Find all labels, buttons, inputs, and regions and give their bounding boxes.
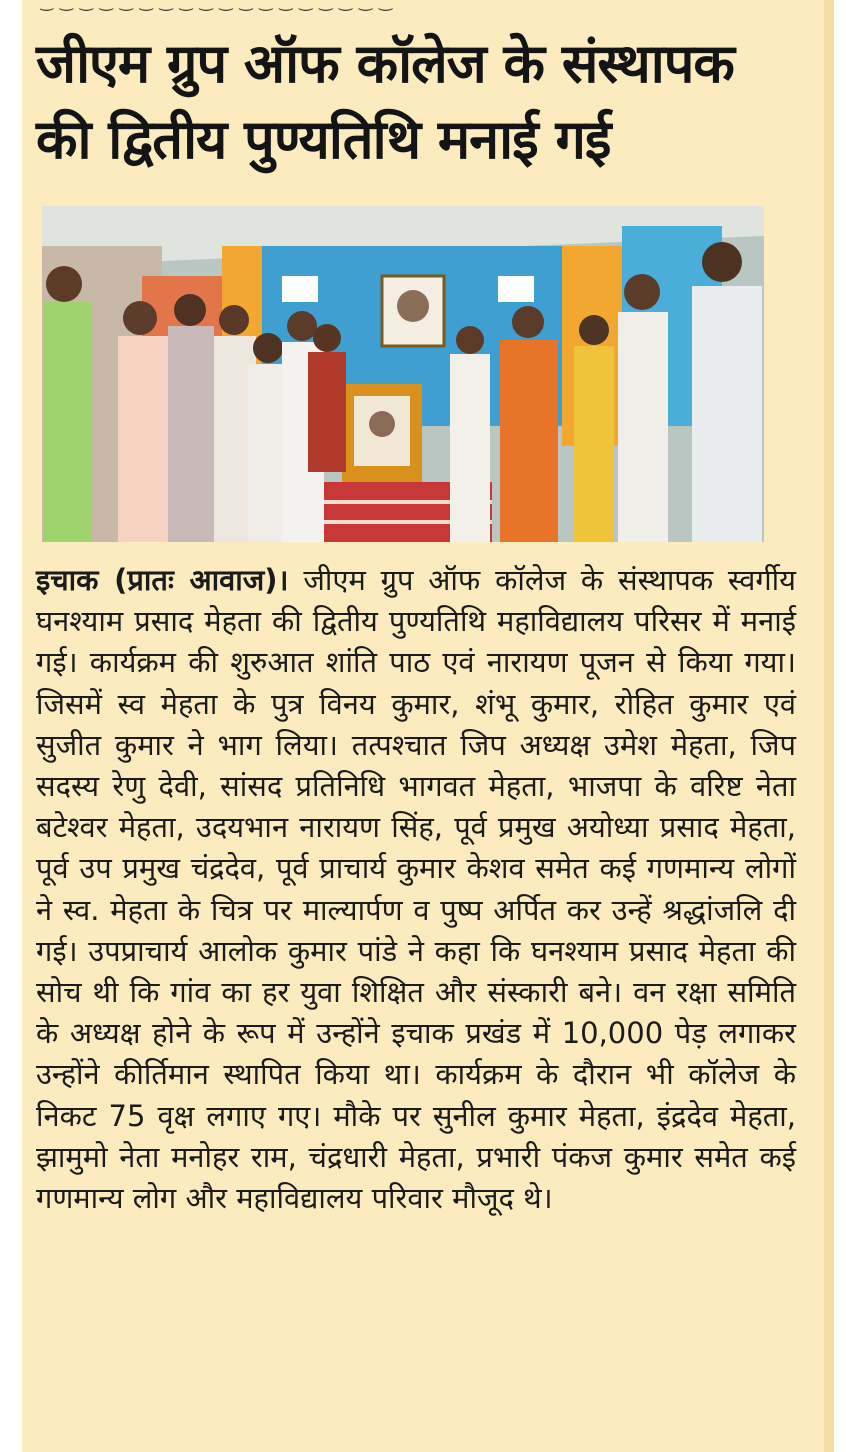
headline-line-1: जीएम ग्रुप ऑफ कॉलेज के संस्थापक [36, 32, 734, 95]
headline-line-2: की द्वितीय पुण्यतिथि मनाई गई [36, 108, 611, 171]
headline [36, 26, 796, 178]
dateline: इचाक (प्रातः आवाज)। [36, 563, 289, 597]
event-photo-illustration [42, 206, 764, 542]
paper-edge [824, 0, 834, 1452]
previous-article-cut-text: ‿ ‿ ‿ ‿ ‿ ‿ ‿ ‿ ‿ ‿ ‿ ‿ ‿ ‿ ‿ ‿ ‿ ‿ [40, 0, 393, 11]
article-body [36, 560, 796, 1219]
event-photo [42, 206, 764, 542]
article-text: जीएम ग्रुप ऑफ कॉलेज के संस्थापक स्वर्गीय घनश्याम प्रसाद मेहता की द्वितीय पुण्यतिथि महाविद्यालय परिसर में मनाई गई। कार्यक्रम की शुरुआत शांति पाठ एवं नारायण पूजन से किया गया। जिसमें स्व मेहता के पुत्र विनय कुमार, शंभू कुमार, रोहित कुमार एवं सुजीत कुमार ने भाग लिया। तत्पश्चात जिप अध्यक्ष उमेश मेहता, जिप सदस्य रेणु देवी, सांसद प्रतिनिधि भागवत मेहता, भाजपा के वरिष्ट नेता बटेश्वर मेहता, उदयभान नारायण सिंह, पूर्व प्रमुख अयोध्या प्रसाद मेहता, पूर्व उप प्रमुख चंद्रदेव, पूर्व प्राचार्य कुमार केशव समेत कई गणमान्य लोगों ने स्व. मेहता के चित्र पर माल्यार्पण व पुष्प अर्पित कर उन्हें श्रद्धांजलि दी गई। उपप्राचार्य आलोक कुमार पांडे ने कहा कि घनश्याम प्रसाद मेहता की सोच थी कि गांव का हर युवा शिक्षित और संस्कारी बने। वन रक्षा समिति के अध्यक्ष होने के रूप में उन्होंने इचाक प्रखंड में 10,000 पेड़ लगाकर उन्होंने कीर्तिमान स्थापित किया था। कार्यक्रम के दौरान भी कॉलेज के निकट 75 वृक्ष लगाए गए। मौके पर सुनील कुमार मेहता, इंद्रदेव मेहता, झामुमो नेता मनोहर राम, चंद्रधारी मेहता, प्रभारी पंकज कुमार समेत कई गणमान्य लोग और महाविद्यालय परिवार मौजूद थे। [36, 563, 796, 1216]
